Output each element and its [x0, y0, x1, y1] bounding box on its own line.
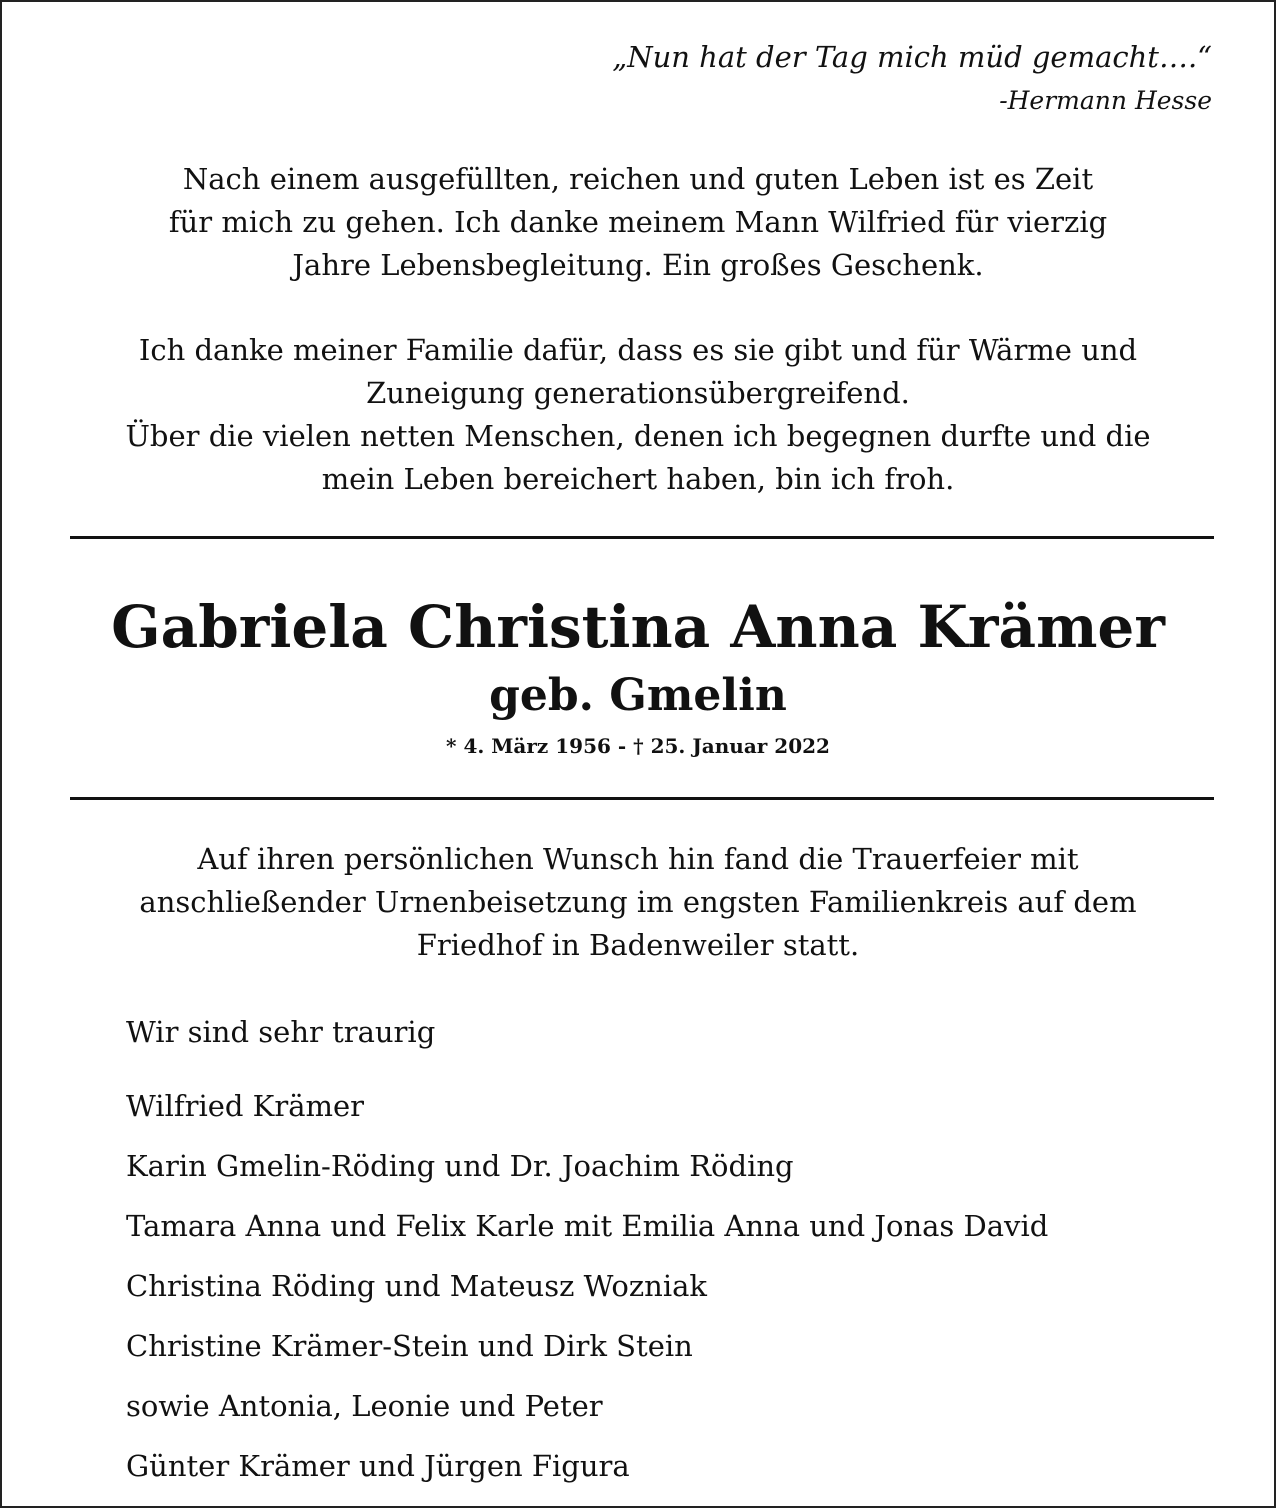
funeral-notice [2, 838, 1274, 967]
divider-top [70, 536, 1214, 539]
mourner-name: Karin Gmelin-Röding und Dr. Joachim Röding [126, 1149, 794, 1183]
quote-author: -Hermann Hesse [999, 86, 1212, 115]
deceased-name: Gabriela Christina Anna Krämer [111, 593, 1165, 661]
mourner-name: Wilfried Krämer [126, 1089, 365, 1123]
epigraph-quote [612, 40, 1212, 116]
mourner-name: Tamara Anna und Felix Karle mit Emilia Anna und Jonas David [126, 1209, 1049, 1243]
mourners-intro: Wir sind sehr traurig [126, 1015, 436, 1049]
divider-bottom [70, 797, 1214, 800]
notice-line: Auf ihren persönlichen Wunsch hin fand die Trauerfeier mit [197, 842, 1079, 876]
mourners-list [126, 1010, 1048, 1496]
date-separator: - [610, 734, 634, 758]
intro-line: Jahre Lebensbegleitung. Ein großes Geschenk. [292, 248, 984, 282]
notice-line: Friedhof in Badenweiler statt. [416, 928, 860, 962]
intro-line: Zuneigung generationsübergreifend. [366, 376, 910, 410]
mourner-name: sowie Antonia, Leonie und Peter [126, 1389, 603, 1423]
death-date: † 25. Januar 2022 [633, 734, 830, 758]
mourner-name: Günter Krämer und Jürgen Figura [126, 1449, 630, 1483]
intro-line: für mich zu gehen. Ich danke meinem Mann Wilfried für vierzig [168, 205, 1108, 239]
mourner-name: Christina Röding und Mateusz Wozniak [126, 1269, 707, 1303]
intro-paragraph-1 [2, 158, 1274, 287]
intro-line: Nach einem ausgefüllten, reichen und guten Leben ist es Zeit [182, 162, 1094, 196]
quote-text: „Nun hat der Tag mich müd gemacht….“ [612, 40, 1212, 74]
intro-paragraph-2 [2, 329, 1274, 501]
birth-date: * 4. März 1956 [446, 734, 611, 758]
intro-line: Ich danke meiner Familie dafür, dass es sie gibt und für Wärme und [138, 333, 1138, 367]
life-dates [2, 732, 1274, 760]
intro-line: mein Leben bereichert haben, bin ich froh. [321, 462, 955, 496]
maiden-name: geb. Gmelin [489, 670, 787, 721]
intro-line: Über die vielen netten Menschen, denen ich begegnen durfte und die [125, 419, 1151, 453]
mourner-name: Christine Krämer-Stein und Dirk Stein [126, 1329, 693, 1363]
notice-line: anschließender Urnenbeisetzung im engsten Familienkreis auf dem [139, 885, 1137, 919]
